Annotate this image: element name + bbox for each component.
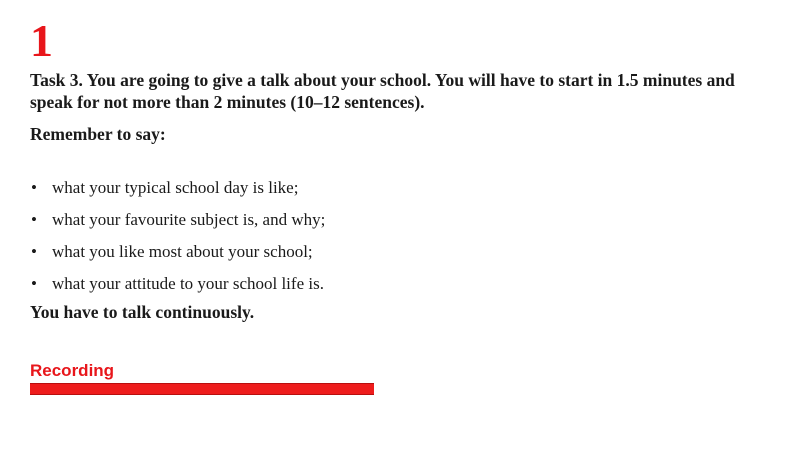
bullet-icon: • bbox=[31, 210, 37, 229]
slide-number: 1 bbox=[30, 15, 53, 66]
bullet-icon: • bbox=[31, 242, 37, 261]
talking-points-list bbox=[30, 177, 325, 305]
bullet-icon: • bbox=[31, 274, 37, 293]
task-instructions: Task 3. You are going to give a talk about your school. You will have to start in 1.5 minutes and speak for not more than 2 minutes (10–12 sentences). bbox=[30, 70, 735, 112]
talking-point: what you like most about your school; bbox=[52, 242, 313, 261]
bullet-icon: • bbox=[31, 178, 37, 197]
recording-label: Recording bbox=[30, 361, 115, 380]
recording-progress-fill bbox=[30, 384, 374, 394]
talking-point: what your attitude to your school life is. bbox=[52, 274, 324, 293]
closing-instruction: You have to talk continuously. bbox=[30, 302, 255, 322]
talking-point: what your typical school day is like; bbox=[52, 178, 299, 197]
talking-point: what your favourite subject is, and why; bbox=[52, 210, 326, 229]
list-item bbox=[30, 241, 325, 263]
recording-progress-bar bbox=[30, 383, 374, 395]
list-item bbox=[30, 273, 325, 295]
list-item bbox=[30, 209, 325, 231]
list-item bbox=[30, 177, 325, 199]
remember-label: Remember to say: bbox=[30, 124, 166, 144]
